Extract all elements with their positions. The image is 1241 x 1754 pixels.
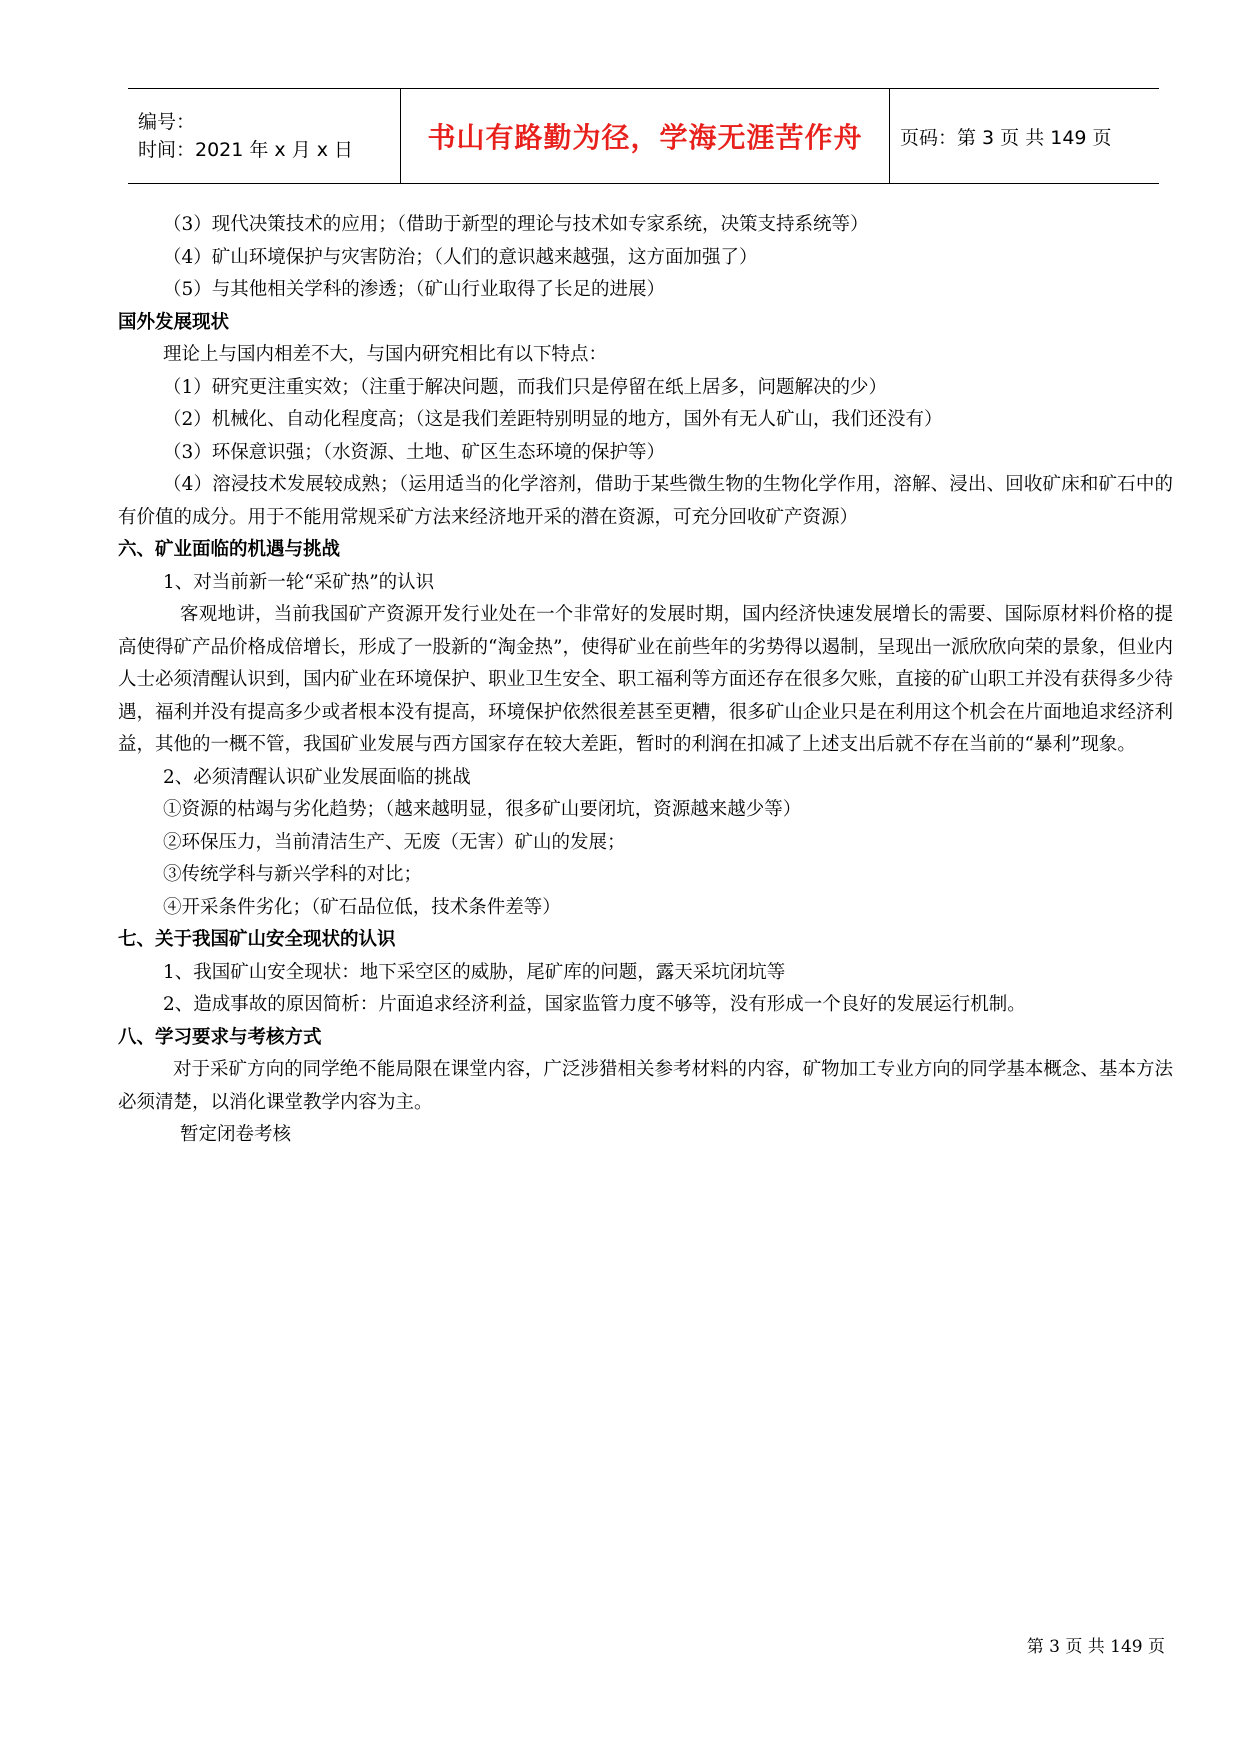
list-item: ④开采条件劣化；（矿石品位低，技术条件差等） [163,896,561,918]
list-item: 1、我国矿山安全现状：地下采空区的威胁，尾矿库的问题，露天采坑闭坑等 [163,961,786,983]
section-heading: 国外发展现状 [118,311,230,333]
list-item: （3）环保意识强；（水资源、土地、矿区生态环境的保护等） [163,441,666,463]
list-item: ②环保压力，当前清洁生产、无废（无害）矿山的发展； [163,831,626,853]
list-item: （5）与其他相关学科的渗透；（矿山行业取得了长足的进展） [163,279,666,300]
list-item: （4）溶浸技术发展较成熟；（运用适当的化学溶剂，借助于某些微生物的生物化学作用，溶解、浸出、回收矿床和矿石中的有价值的成分。用于不能用常规采矿方法来经济地开采的潜在资源，可充分回收矿产资源） [118,474,1173,528]
section-heading: 八、学习要求与考核方式 [118,1026,322,1048]
section-heading: 七、关于我国矿山安全现状的认识 [118,929,396,950]
paragraph: 暂定闭卷考核 [180,1124,292,1145]
list-item: ①资源的枯竭与劣化趋势；（越来越明显，很多矿山要闭坑，资源越来越少等） [163,799,802,820]
paragraph: 理论上与国内相差不大，与国内研究相比有以下特点： [163,344,608,365]
document-date: 时间：2021 年 x 月 x 日 [138,139,354,161]
header-meta [128,89,400,183]
subsection-heading: 1、对当前新一轮“采矿热”的认识 [163,571,435,593]
list-item: （3）现代决策技术的应用；（借助于新型的理论与技术如专家系统，决策支持系统等） [163,214,869,235]
list-item: ③传统学科与新兴学科的对比； [163,864,423,885]
document-number-label: 编号： [138,111,196,133]
document-body [118,209,1173,1152]
page-header [128,88,1159,184]
header-motto-cell [400,89,890,183]
page-footer: 第 3 页 共 149 页 [1026,1637,1165,1657]
list-item: （1）研究更注重实效；（注重于解决问题，而我们只是停留在纸上居多，问题解决的少） [163,376,888,398]
header-page-cell [890,89,1159,183]
header-page-number: 页码：第 3 页 共 149 页 [900,126,1112,149]
section-heading: 六、矿业面临的机遇与挑战 [118,539,341,560]
header-motto: 书山有路勤为径，学海无涯苦作舟 [427,121,863,154]
paragraph: 客观地讲，当前我国矿产资源开发行业处在一个非常好的发展时期，国内经济快速发展增长的需要、国际原材料价格的提高使得矿产品价格成倍增长，形成了一股新的“淘金热”，使得矿业在前些年的劣势得以遏制，呈现出一派欣欣向荣的景象，但业内人士必须清醒认识到，国内矿业在环境保护、职业卫生安全、职工福利等方面还存在很多欠账，直接的矿山职工并没有获得多少待遇，福利并没有提高多少或者根本没有提高，环境保护依然很差甚至更糟，很多矿山企业只是在利用这个机会在片面地追求经济利益，其他的一概不管，我国矿业发展与西方国家存在较大差距，暂时的利润在扣减了上述支出后就不存在当前的“暴利”现象。 [118,604,1173,755]
list-item: （4）矿山环境保护与灾害防治；（人们的意识越来越强，这方面加强了） [163,246,758,268]
paragraph: 对于采矿方向的同学绝不能局限在课堂内容，广泛涉猎相关参考材料的内容，矿物加工专业方向的同学基本概念、基本方法必须清楚，以消化课堂教学内容为主。 [118,1059,1173,1113]
list-item: 2、造成事故的原因简析：片面追求经济利益，国家监管力度不够等，没有形成一个良好的发展运行机制。 [163,994,1026,1015]
subsection-heading: 2、必须清醒认识矿业发展面临的挑战 [163,766,471,788]
list-item: （2）机械化、自动化程度高；（这是我们差距特别明显的地方，国外有无人矿山，我们还没有） [163,409,943,430]
